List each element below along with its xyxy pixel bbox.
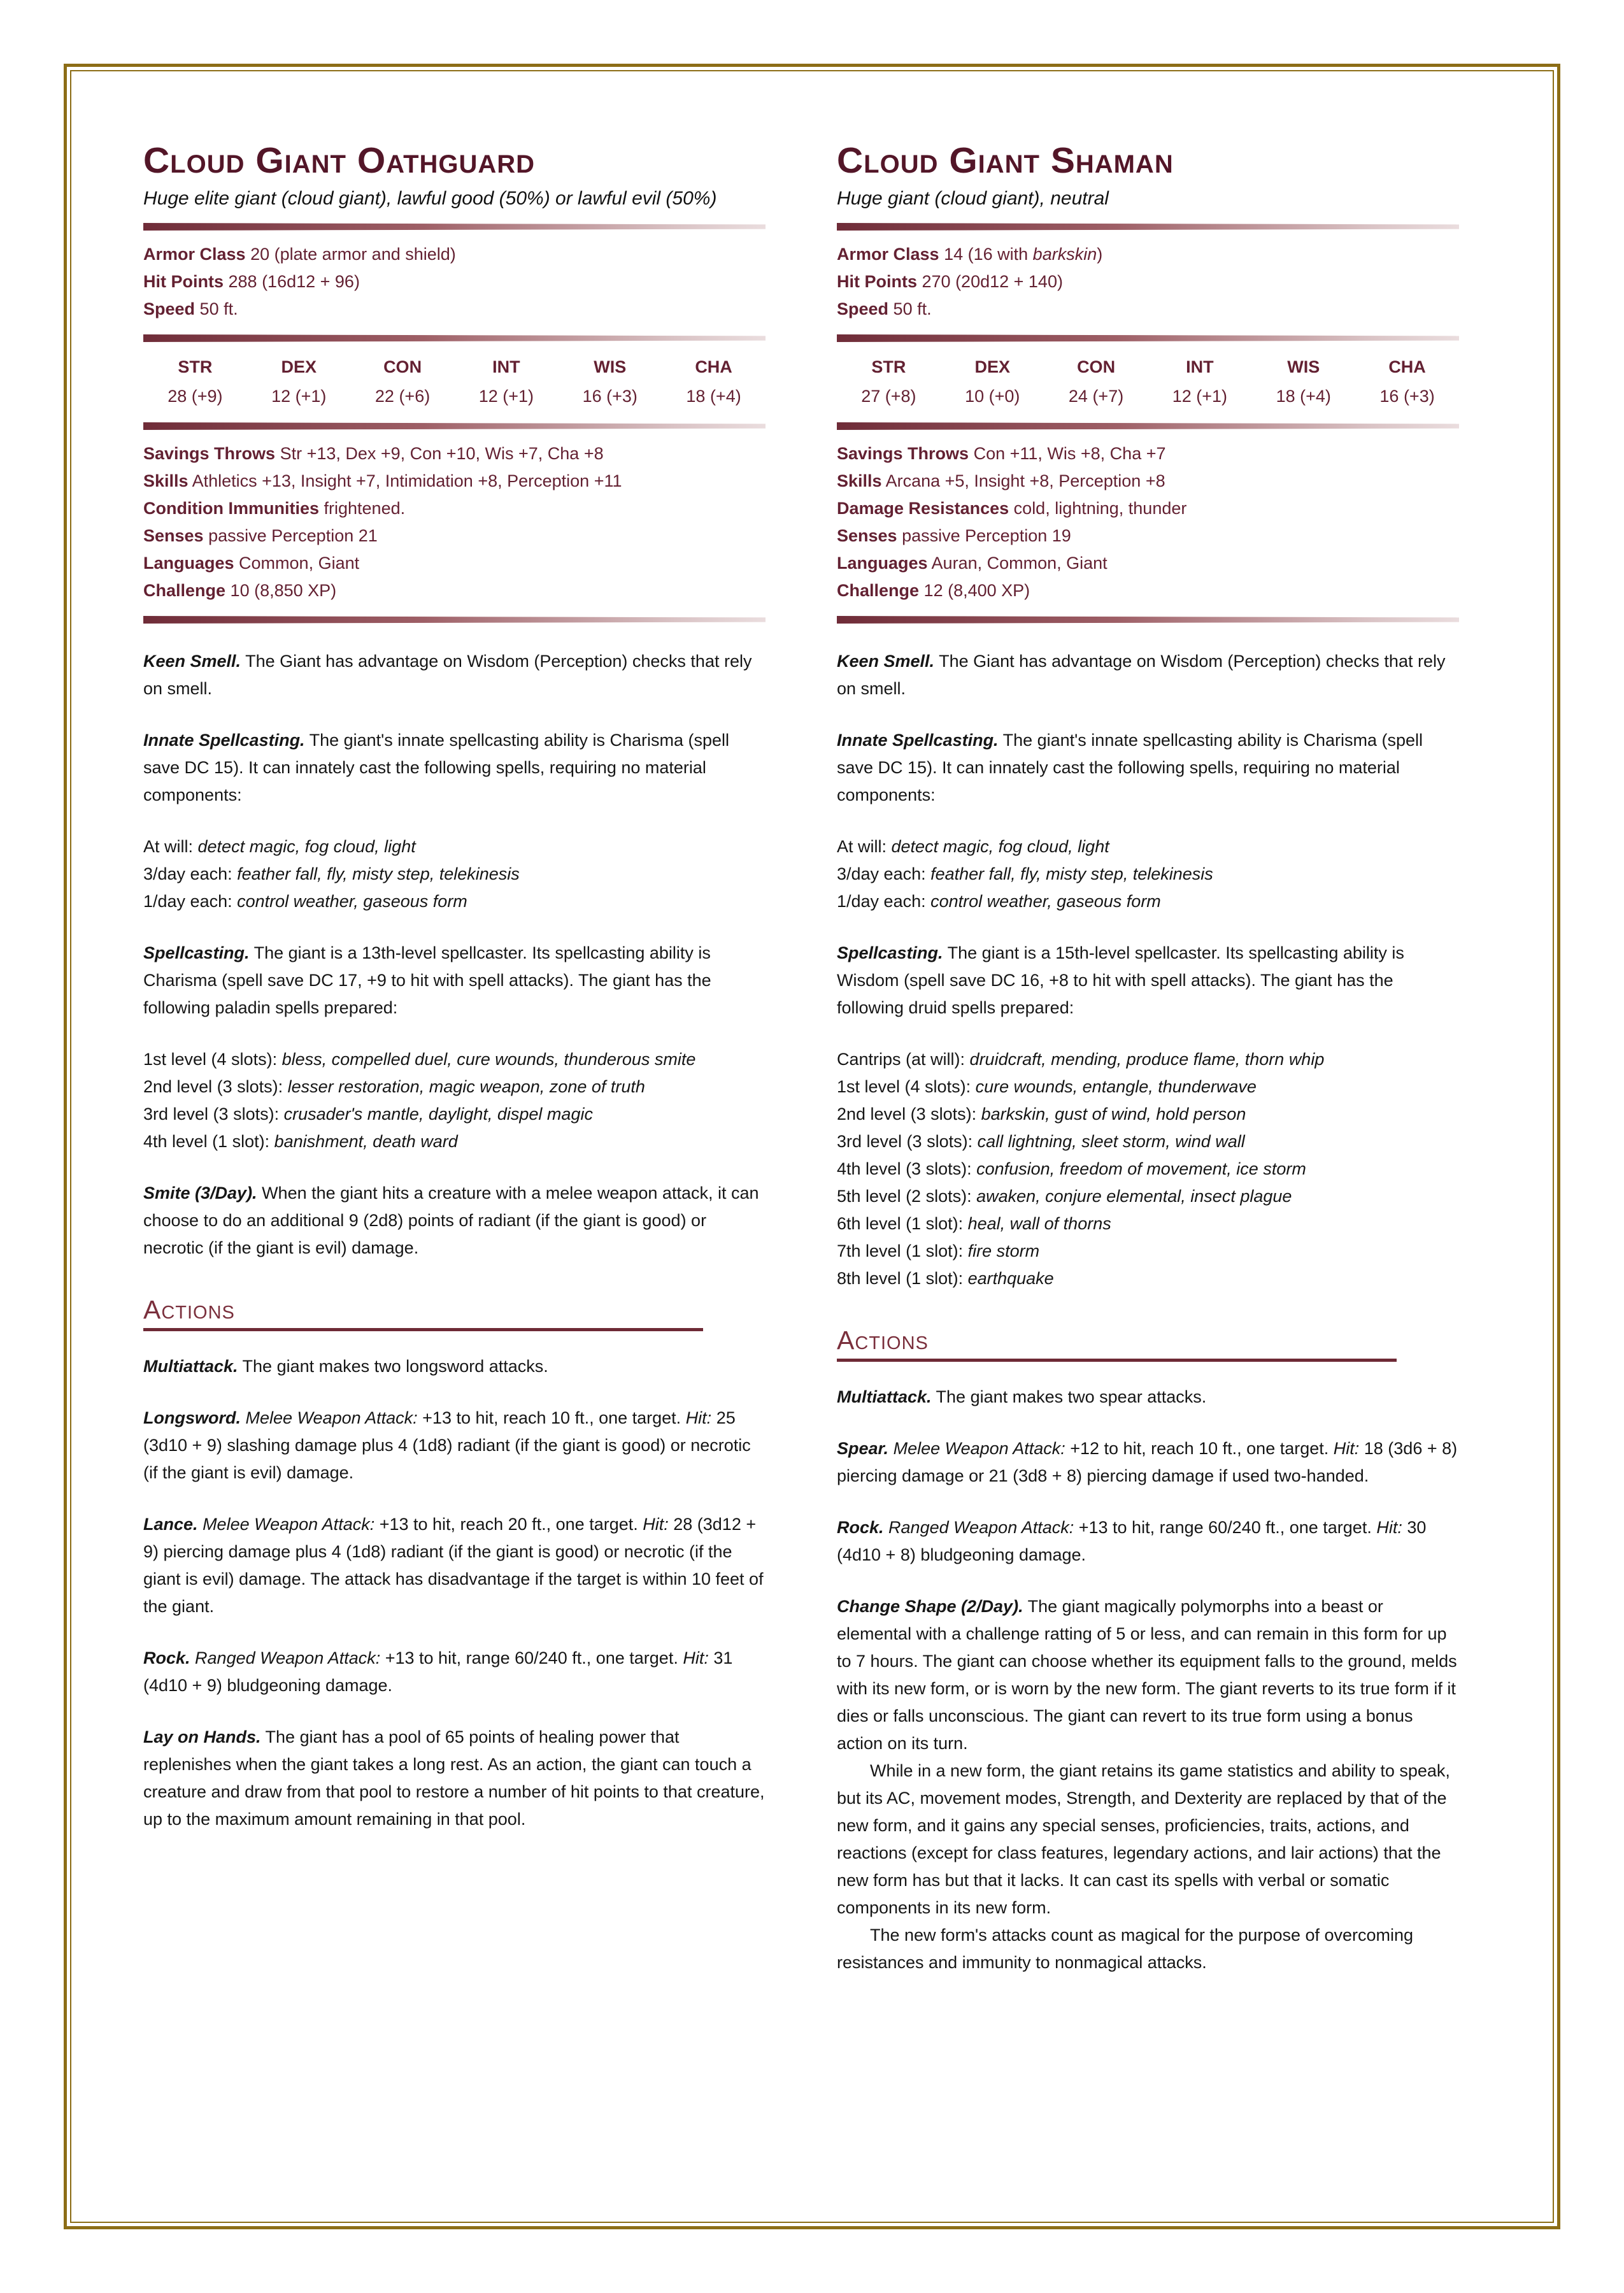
trait-name: Keen Smell. xyxy=(143,652,241,671)
trait-name: Smite (3/Day). xyxy=(143,1183,257,1203)
spell-line: At will: detect magic, fog cloud, light xyxy=(837,837,1109,856)
detail-stat-value: Con +11, Wis +8, Cha +7 xyxy=(973,444,1166,463)
divider-taper xyxy=(143,422,766,430)
detail-stat-label: Damage Resistances xyxy=(837,499,1009,518)
ability-name: STR xyxy=(871,357,906,376)
ability-score: 16 (+3) xyxy=(1379,387,1435,406)
ability-name: DEX xyxy=(974,357,1010,376)
detail-stat-value: Arcana +5, Insight +8, Perception +8 xyxy=(885,471,1165,490)
trait-name: Lance. xyxy=(143,1515,198,1534)
trait-name: Multiattack. xyxy=(837,1387,932,1406)
ability-score: 12 (+1) xyxy=(1172,387,1228,406)
detail-stat-value: Str +13, Dex +9, Con +10, Wis +7, Cha +8 xyxy=(280,444,604,463)
ability-score: 10 (+0) xyxy=(965,387,1020,406)
spell-line: 2nd level (3 slots): lesser restoration, magic weapon, zone of truth xyxy=(143,1077,645,1096)
stat-paragraph: The new form's attacks count as magical for the purpose of overcoming resistances and immunity to nonmagical attacks. xyxy=(837,1925,1414,1972)
spell-line: 1/day each: control weather, gaseous form xyxy=(837,892,1161,911)
stat-paragraph: While in a new form, the giant retains its game statistics and ability to speak, but its AC, movement modes, Strength, and Dexterity are replaced by that of the new form, and it gains any special senses, proficiencies, traits, actions, and reactions (except for class features, legendary actions, and lair actions) that the new form has but that it lacks. It can cast its spells with verbal or somatic components in its new form. xyxy=(837,1761,1450,1917)
detail-stat-label: Skills xyxy=(837,471,882,490)
trait-name: Rock. xyxy=(837,1518,884,1537)
italic-text: Melee Weapon Attack: xyxy=(245,1408,418,1427)
core-stat-value: 14 (16 with barkskin) xyxy=(944,245,1103,264)
ability-score: 12 (+1) xyxy=(271,387,327,406)
stat-paragraph: Keen Smell. The Giant has advantage on Wisdom (Perception) checks that rely on smell. xyxy=(837,652,1446,698)
trait-name: Spear. xyxy=(837,1439,889,1458)
detail-stat-label: Condition Immunities xyxy=(143,499,319,518)
trait-name: Longsword. xyxy=(143,1408,241,1427)
ability-score: 22 (+6) xyxy=(374,387,431,406)
italic-text: call lightning, sleet storm, wind wall xyxy=(977,1132,1245,1151)
italic-text: earthquake xyxy=(967,1269,1054,1288)
core-stat-value: 288 (16d12 + 96) xyxy=(228,272,360,291)
italic-text: Ranged Weapon Attack: xyxy=(195,1648,381,1668)
detail-stat-value: 10 (8,850 XP) xyxy=(230,581,337,600)
divider-taper xyxy=(837,334,1459,342)
italic-text: barkskin, gust of wind, hold person xyxy=(981,1104,1246,1124)
italic-text: Hit: xyxy=(643,1515,669,1534)
statblock-cloud-giant-shaman xyxy=(837,140,1459,1976)
core-stat-label: Speed xyxy=(143,299,196,318)
trait-name: Lay on Hands. xyxy=(143,1727,261,1747)
detail-stat-value: Auran, Common, Giant xyxy=(931,554,1108,573)
italic-text: crusader's mantle, daylight, dispel magic xyxy=(283,1104,593,1124)
spell-line: 4th level (1 slot): banishment, death ward xyxy=(143,1132,458,1151)
ability-name: WIS xyxy=(1287,357,1320,376)
stat-paragraph: Spellcasting. The giant is a 13th-level spellcaster. Its spellcasting ability is Charisma (spell save DC 17, +9 to hit with spell attacks). The giant has the following paladin spells prepared: xyxy=(143,943,711,1017)
spell-list xyxy=(837,833,1459,915)
italic-text: Hit: xyxy=(1333,1439,1360,1458)
italic-text: barkskin xyxy=(1032,245,1097,264)
ability-name: WIS xyxy=(594,357,627,376)
ability-score: 16 (+3) xyxy=(582,387,637,406)
detail-stat-value: cold, lightning, thunder xyxy=(1013,499,1187,518)
detail-stat-line xyxy=(143,577,766,604)
italic-text: confusion, freedom of movement, ice storm xyxy=(976,1159,1306,1178)
statblock-cloud-giant-oathguard xyxy=(143,140,766,1833)
detail-stat-value: Common, Giant xyxy=(239,554,360,573)
italic-text: bless, compelled duel, cure wounds, thunderous smite xyxy=(281,1050,696,1069)
stat-paragraph: Multiattack. The giant makes two longsword attacks. xyxy=(143,1357,548,1376)
creature-type-line: Huge elite giant (cloud giant), lawful good (50%) or lawful evil (50%) xyxy=(143,188,717,209)
stat-paragraph: Spear. Melee Weapon Attack: +12 to hit, reach 10 ft., one target. Hit: 18 (3d6 + 8) piercing damage or 21 (3d8 + 8) piercing damage if used two-handed. xyxy=(837,1439,1458,1485)
ability-score-table xyxy=(837,352,1459,411)
ability-name: INT xyxy=(1186,357,1214,376)
core-stat-value: 20 (plate armor and shield) xyxy=(250,245,456,264)
core-stat-label: Hit Points xyxy=(837,272,917,291)
ability-name: CON xyxy=(383,357,422,376)
spell-line: Cantrips (at will): druidcraft, mending, produce flame, thorn whip xyxy=(837,1050,1325,1069)
core-stat-value: 50 ft. xyxy=(199,299,238,318)
stat-paragraph: Rock. Ranged Weapon Attack: +13 to hit, range 60/240 ft., one target. Hit: 30 (4d10 + 8) bludgeoning damage. xyxy=(837,1518,1427,1564)
detail-stat-value: passive Perception 21 xyxy=(208,526,378,545)
core-stat-line xyxy=(837,268,1459,296)
detail-stat-value: Athletics +13, Insight +7, Intimidation +8, Perception +11 xyxy=(192,471,622,490)
stat-paragraph: Spellcasting. The giant is a 15th-level spellcaster. Its spellcasting ability is Wisdom (spell save DC 16, +8 to hit with spell attacks). The giant has the following druid spells prepared: xyxy=(837,943,1404,1017)
creature-type-line: Huge giant (cloud giant), neutral xyxy=(837,188,1109,209)
ability-name: INT xyxy=(492,357,520,376)
spell-line: 3/day each: feather fall, fly, misty step, telekinesis xyxy=(143,864,520,883)
trait-name: Spellcasting. xyxy=(143,943,250,962)
italic-text: awaken, conjure elemental, insect plague xyxy=(976,1187,1292,1206)
detail-stat-line xyxy=(837,440,1459,468)
actions-section-heading: Actions xyxy=(143,1294,703,1331)
detail-stat-value: frightened. xyxy=(324,499,406,518)
italic-text: feather fall, fly, misty step, telekinesis xyxy=(930,864,1213,883)
italic-text: banishment, death ward xyxy=(274,1132,458,1151)
stat-paragraph: Innate Spellcasting. The giant's innate spellcasting ability is Charisma (spell save DC 15). It can innately cast the following spells, requiring no material components: xyxy=(143,731,730,804)
stat-paragraph: Rock. Ranged Weapon Attack: +13 to hit, range 60/240 ft., one target. Hit: 31 (4d10 + 9) bludgeoning damage. xyxy=(143,1648,733,1695)
stat-paragraph: Smite (3/Day). When the giant hits a creature with a melee weapon attack, it can choose to do an additional 9 (2d8) points of radiant (if the giant is good) or necrotic (if the giant is evil) damage. xyxy=(143,1183,759,1257)
trait-name: Innate Spellcasting. xyxy=(143,731,305,750)
italic-text: detect magic, fog cloud, light xyxy=(891,837,1109,856)
core-stat-label: Armor Class xyxy=(837,245,939,264)
spell-line: 1/day each: control weather, gaseous form xyxy=(143,892,467,911)
ability-name: DEX xyxy=(281,357,317,376)
ability-score: 18 (+4) xyxy=(1276,387,1331,406)
divider-taper xyxy=(143,616,766,624)
spell-line: 3rd level (3 slots): crusader's mantle, daylight, dispel magic xyxy=(143,1104,593,1124)
trait-name: Innate Spellcasting. xyxy=(837,731,999,750)
detail-stat-line xyxy=(837,495,1459,522)
trait-name: Rock. xyxy=(143,1648,190,1668)
spell-line: 2nd level (3 slots): barkskin, gust of wind, hold person xyxy=(837,1104,1246,1124)
core-stat-line xyxy=(837,241,1459,268)
detail-stat-line xyxy=(837,522,1459,550)
spell-line: 3/day each: feather fall, fly, misty step, telekinesis xyxy=(837,864,1213,883)
divider-taper xyxy=(143,223,766,231)
detail-stat-line xyxy=(143,495,766,522)
ability-name: CHA xyxy=(695,357,732,376)
detail-stat-line xyxy=(143,440,766,468)
detail-stat-line xyxy=(143,468,766,495)
detail-stat-label: Challenge xyxy=(837,581,920,600)
ability-score: 27 (+8) xyxy=(861,387,916,406)
italic-text: Melee Weapon Attack: xyxy=(203,1515,375,1534)
spell-line: 8th level (1 slot): earthquake xyxy=(837,1269,1054,1288)
ability-name: STR xyxy=(178,357,213,376)
core-stat-line xyxy=(143,268,766,296)
detail-stat-value: 12 (8,400 XP) xyxy=(923,581,1030,600)
italic-text: druidcraft, mending, produce flame, thorn whip xyxy=(969,1050,1325,1069)
ability-name: CHA xyxy=(1388,357,1426,376)
detail-stat-line xyxy=(837,468,1459,495)
ability-score: 12 (+1) xyxy=(478,387,534,406)
italic-text: Hit: xyxy=(1376,1518,1402,1537)
page-columns xyxy=(143,140,1459,1976)
spell-line: 3rd level (3 slots): call lightning, sleet storm, wind wall xyxy=(837,1132,1245,1151)
detail-stat-label: Languages xyxy=(143,554,234,573)
trait-name: Spellcasting. xyxy=(837,943,943,962)
ability-score: 24 (+7) xyxy=(1068,387,1124,406)
detail-stat-label: Senses xyxy=(143,526,204,545)
stat-paragraph: Change Shape (2/Day). The giant magically polymorphs into a beast or elemental with a challenge ratting of 5 or less, and can remain in this form for up to 7 hours. The giant can choose whether its equipment falls to the ground, melds with its new form, or is worn by the new form. The giant reverts to its true form if it dies or falls unconscious. The giant can revert to its true form using a bonus action on its turn. xyxy=(837,1597,1457,1753)
ability-score-table xyxy=(143,352,766,411)
core-stat-value: 270 (20d12 + 140) xyxy=(922,272,1063,291)
detail-stat-label: Senses xyxy=(837,526,897,545)
spell-line: 7th level (1 slot): fire storm xyxy=(837,1241,1040,1261)
stat-paragraph: Innate Spellcasting. The giant's innate spellcasting ability is Charisma (spell save DC 15). It can innately cast the following spells, requiring no material components: xyxy=(837,731,1423,804)
detail-stat-label: Languages xyxy=(837,554,928,573)
trait-name: Keen Smell. xyxy=(837,652,935,671)
detail-stat-label: Savings Throws xyxy=(837,444,969,463)
divider-taper xyxy=(143,334,766,342)
italic-text: cure wounds, entangle, thunderwave xyxy=(975,1077,1257,1096)
stat-paragraph: Lay on Hands. The giant has a pool of 65 points of healing power that replenishes when the giant takes a long rest. As an action, the giant can touch a creature and draw from that pool to restore a number of hit points to that creature, up to the maximum amount remaining in that pool. xyxy=(143,1727,765,1829)
italic-text: Hit: xyxy=(685,1408,712,1427)
stat-paragraph: Keen Smell. The Giant has advantage on Wisdom (Perception) checks that rely on smell. xyxy=(143,652,752,698)
core-stat-label: Armor Class xyxy=(143,245,246,264)
divider-taper xyxy=(837,616,1459,624)
detail-stat-line xyxy=(837,577,1459,604)
detail-stat-value: passive Perception 19 xyxy=(902,526,1071,545)
italic-text: control weather, gaseous form xyxy=(237,892,467,911)
detail-stat-line xyxy=(143,522,766,550)
spell-line: 1st level (4 slots): bless, compelled duel, cure wounds, thunderous smite xyxy=(143,1050,696,1069)
core-stat-label: Hit Points xyxy=(143,272,224,291)
core-stat-line xyxy=(837,296,1459,323)
spell-line: 6th level (1 slot): heal, wall of thorns xyxy=(837,1214,1111,1233)
italic-text: Melee Weapon Attack: xyxy=(893,1439,1065,1458)
italic-text: Hit: xyxy=(683,1648,709,1668)
stat-paragraph: Multiattack. The giant makes two spear attacks. xyxy=(837,1387,1207,1406)
core-stat-value: 50 ft. xyxy=(893,299,932,318)
trait-name: Change Shape (2/Day). xyxy=(837,1597,1023,1616)
detail-stat-label: Challenge xyxy=(143,581,226,600)
italic-text: detect magic, fog cloud, light xyxy=(197,837,416,856)
italic-text: lesser restoration, magic weapon, zone of truth xyxy=(287,1077,645,1096)
detail-stat-line xyxy=(143,550,766,577)
creature-name: Cloud Giant Oathguard xyxy=(143,140,536,181)
italic-text: Ranged Weapon Attack: xyxy=(888,1518,1074,1537)
italic-text: heal, wall of thorns xyxy=(967,1214,1111,1233)
spell-line: 4th level (3 slots): confusion, freedom of movement, ice storm xyxy=(837,1159,1306,1178)
spell-line: At will: detect magic, fog cloud, light xyxy=(143,837,416,856)
detail-stat-label: Skills xyxy=(143,471,189,490)
core-stat-line xyxy=(143,296,766,323)
detail-stat-line xyxy=(837,550,1459,577)
spell-line: 1st level (4 slots): cure wounds, entangle, thunderwave xyxy=(837,1077,1257,1096)
core-stat-line xyxy=(143,241,766,268)
actions-section-heading: Actions xyxy=(837,1324,1397,1362)
trait-name: Multiattack. xyxy=(143,1357,238,1376)
divider-taper xyxy=(837,422,1459,430)
creature-name: Cloud Giant Shaman xyxy=(837,140,1174,181)
italic-text: control weather, gaseous form xyxy=(930,892,1161,911)
spell-list xyxy=(143,833,766,915)
spell-list xyxy=(143,1046,766,1155)
spell-line: 5th level (2 slots): awaken, conjure elemental, insect plague xyxy=(837,1187,1292,1206)
spell-list xyxy=(837,1046,1459,1292)
core-stat-label: Speed xyxy=(837,299,889,318)
stat-paragraph: Longsword. Melee Weapon Attack: +13 to hit, reach 10 ft., one target. Hit: 25 (3d10 + 9) slashing damage plus 4 (1d8) radiant (if the giant is good) or necrotic (if the giant is evil) damage. xyxy=(143,1408,751,1482)
detail-stat-label: Savings Throws xyxy=(143,444,276,463)
ability-name: CON xyxy=(1077,357,1116,376)
ability-score: 28 (+9) xyxy=(167,387,223,406)
italic-text: fire storm xyxy=(967,1241,1040,1261)
divider-taper xyxy=(837,223,1459,231)
ability-score: 18 (+4) xyxy=(686,387,741,406)
stat-paragraph: Lance. Melee Weapon Attack: +13 to hit, reach 20 ft., one target. Hit: 28 (3d12 + 9) piercing damage plus 4 (1d8) radiant (if the giant is good) or necrotic (if the giant is evil) damage. The attack has disadvantage if the target is within 10 feet of the giant. xyxy=(143,1515,764,1616)
italic-text: feather fall, fly, misty step, telekinesis xyxy=(237,864,520,883)
